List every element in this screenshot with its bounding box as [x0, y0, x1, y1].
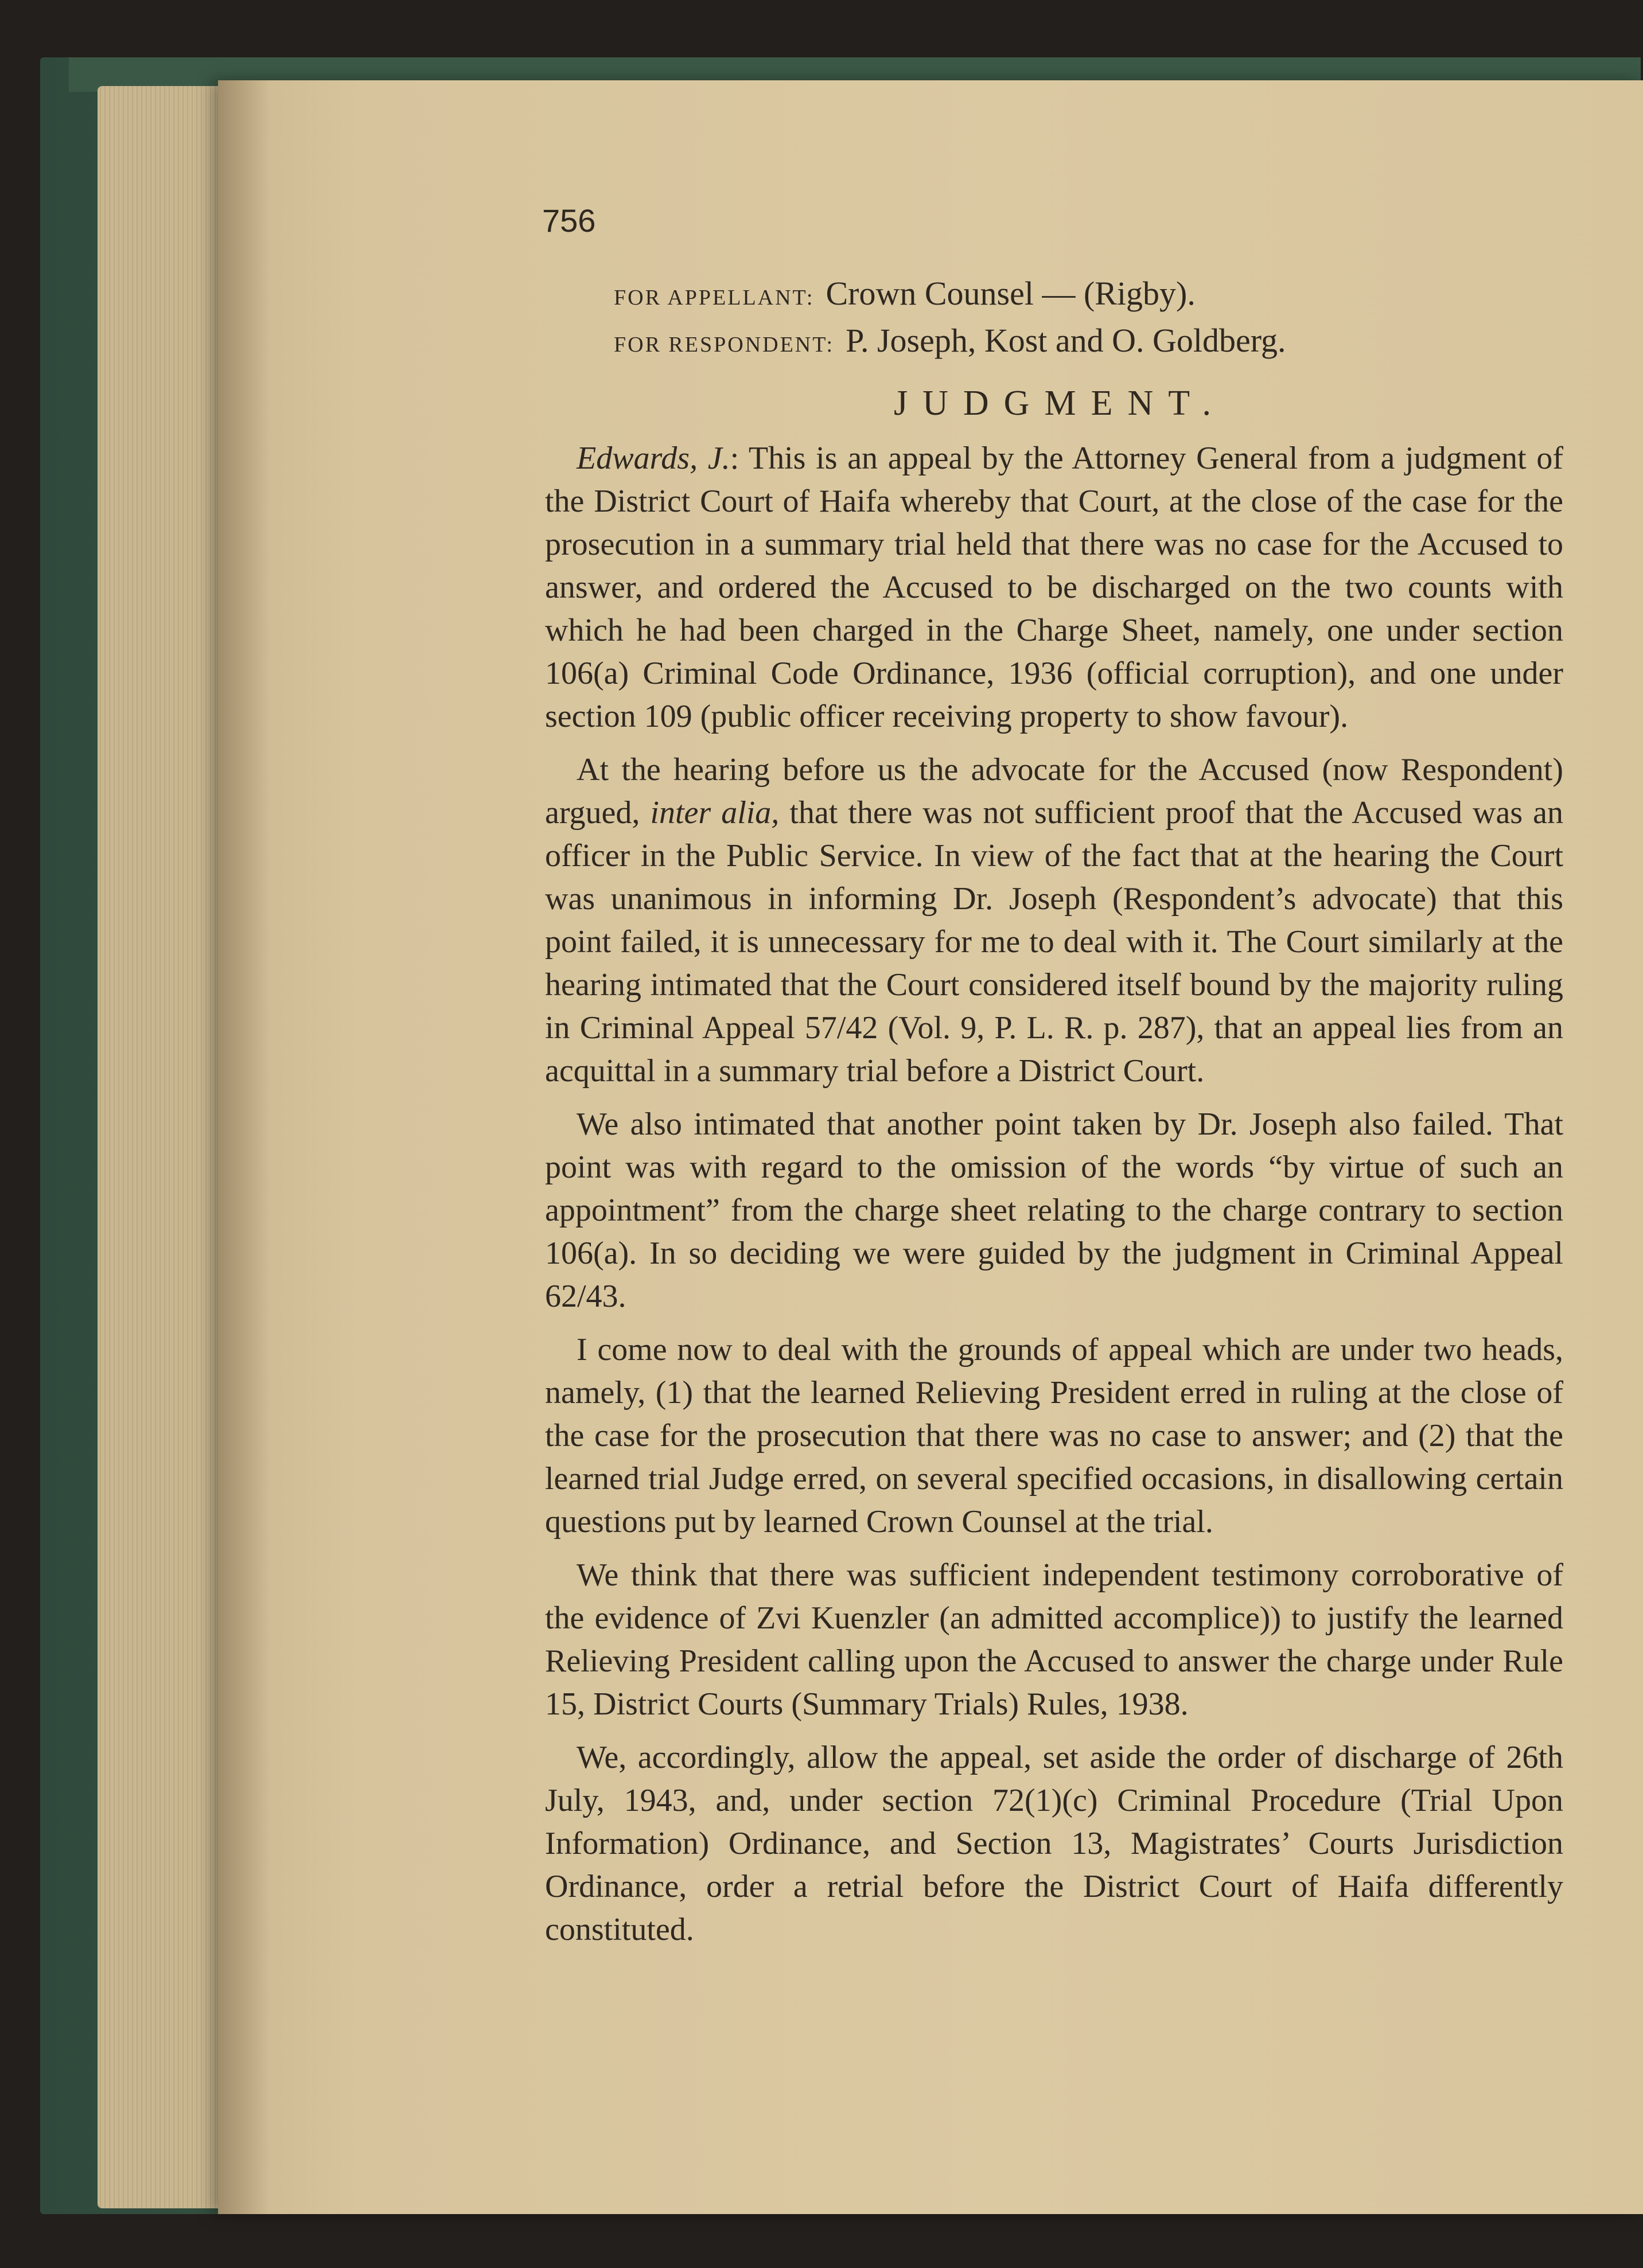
paragraph-1: [545, 437, 1563, 738]
page-gutter-shadow: [218, 80, 270, 2214]
paragraph-1-text: : This is an appeal by the Attorney General from a judgment of the District Court of Haifa whereby that Court, at the close of the case for the prosecution in a summary trial held that there was no case for the Accused to answer, and ordered the Accused to be discharged on the two counts with which he had been charged in the Charge Sheet, namely, one under section 106(a) Criminal Code Ordinance, 1936 (official corruption), and one under section 109 (public officer receiving property to show favour).: [545, 441, 1563, 734]
paragraph-2-text-b: that there was not sufficient proof that the Accused was an officer in the Public Service. In view of the fact that at the hearing the Court was unanimous in informing Dr. Joseph (Respondent’s advocate) that this point failed, it is unnecessary for me to deal with it. The Court similarly at the hearing intimated that the Court considered itself bound by the majority ruling in Criminal Appeal 57/42 (Vol. 9, P. L. R. p. 287), that an appeal lies from an acquittal in a summary trial before a District Court.: [545, 795, 1563, 1089]
paragraph-2: [545, 749, 1563, 1093]
paragraph-4: I come now to deal with the grounds of appeal which are under two heads, namely, (1) that the learned Relieving President erred in ruling at the close of the case for the prosecution that there was no case to answer; and (2) that the learned trial Judge erred, on several specified occasions, in disallowing certain questions put by learned Crown Counsel at the trial.: [545, 1332, 1563, 1540]
appellant-label: FOR APPELLANT:: [614, 286, 815, 310]
judge-name: Edwards, J.: [577, 441, 730, 476]
paragraph-5: We think that there was sufficient independent testimony corroborative of the evidence of Zvi Kuenzler (an admitted accomplice)) to justify the learned Relieving President calling upon the Accused to answer the charge under Rule 15, District Courts (Summary Trials) Rules, 1938.: [545, 1557, 1563, 1722]
respondent-counsel-line: [614, 321, 1286, 360]
paragraph-3: We also intimated that another point taken by Dr. Joseph also failed. That point was with regard to the omission of the words “by virtue of such an appointment” from the charge sheet relating to the charge contrary to section 106(a). In so deciding we were guided by the judgment in Criminal Appeal 62/43.: [545, 1106, 1563, 1314]
judgment-body: [545, 437, 1563, 1962]
judgment-heading: JUDGMENT.: [894, 384, 1226, 423]
paragraph-6: We, accordingly, allow the appeal, set aside the order of discharge of 26th July, 1943, and, under section 72(1)(c) Criminal Procedure (Trial Upon Information) Ordinance, and Section 13, Magistrates’ Courts Jurisdiction Ordinance, order a retrial before the District Court of Haifa differently constituted.: [545, 1740, 1563, 1947]
appellant-counsel-line: [614, 274, 1196, 313]
paragraph-2-text-a: At the hearing before us the advocate for the Accused (now Respondent) argued,: [545, 752, 1563, 831]
respondent-counsel: P. Joseph, Kost and O. Goldberg.: [846, 322, 1286, 359]
page-number: 756: [542, 202, 596, 239]
appellant-counsel: Crown Counsel — (Rigby).: [826, 275, 1196, 312]
respondent-label: FOR RESPONDENT:: [614, 333, 835, 357]
latin-phrase: inter alia,: [650, 795, 780, 831]
